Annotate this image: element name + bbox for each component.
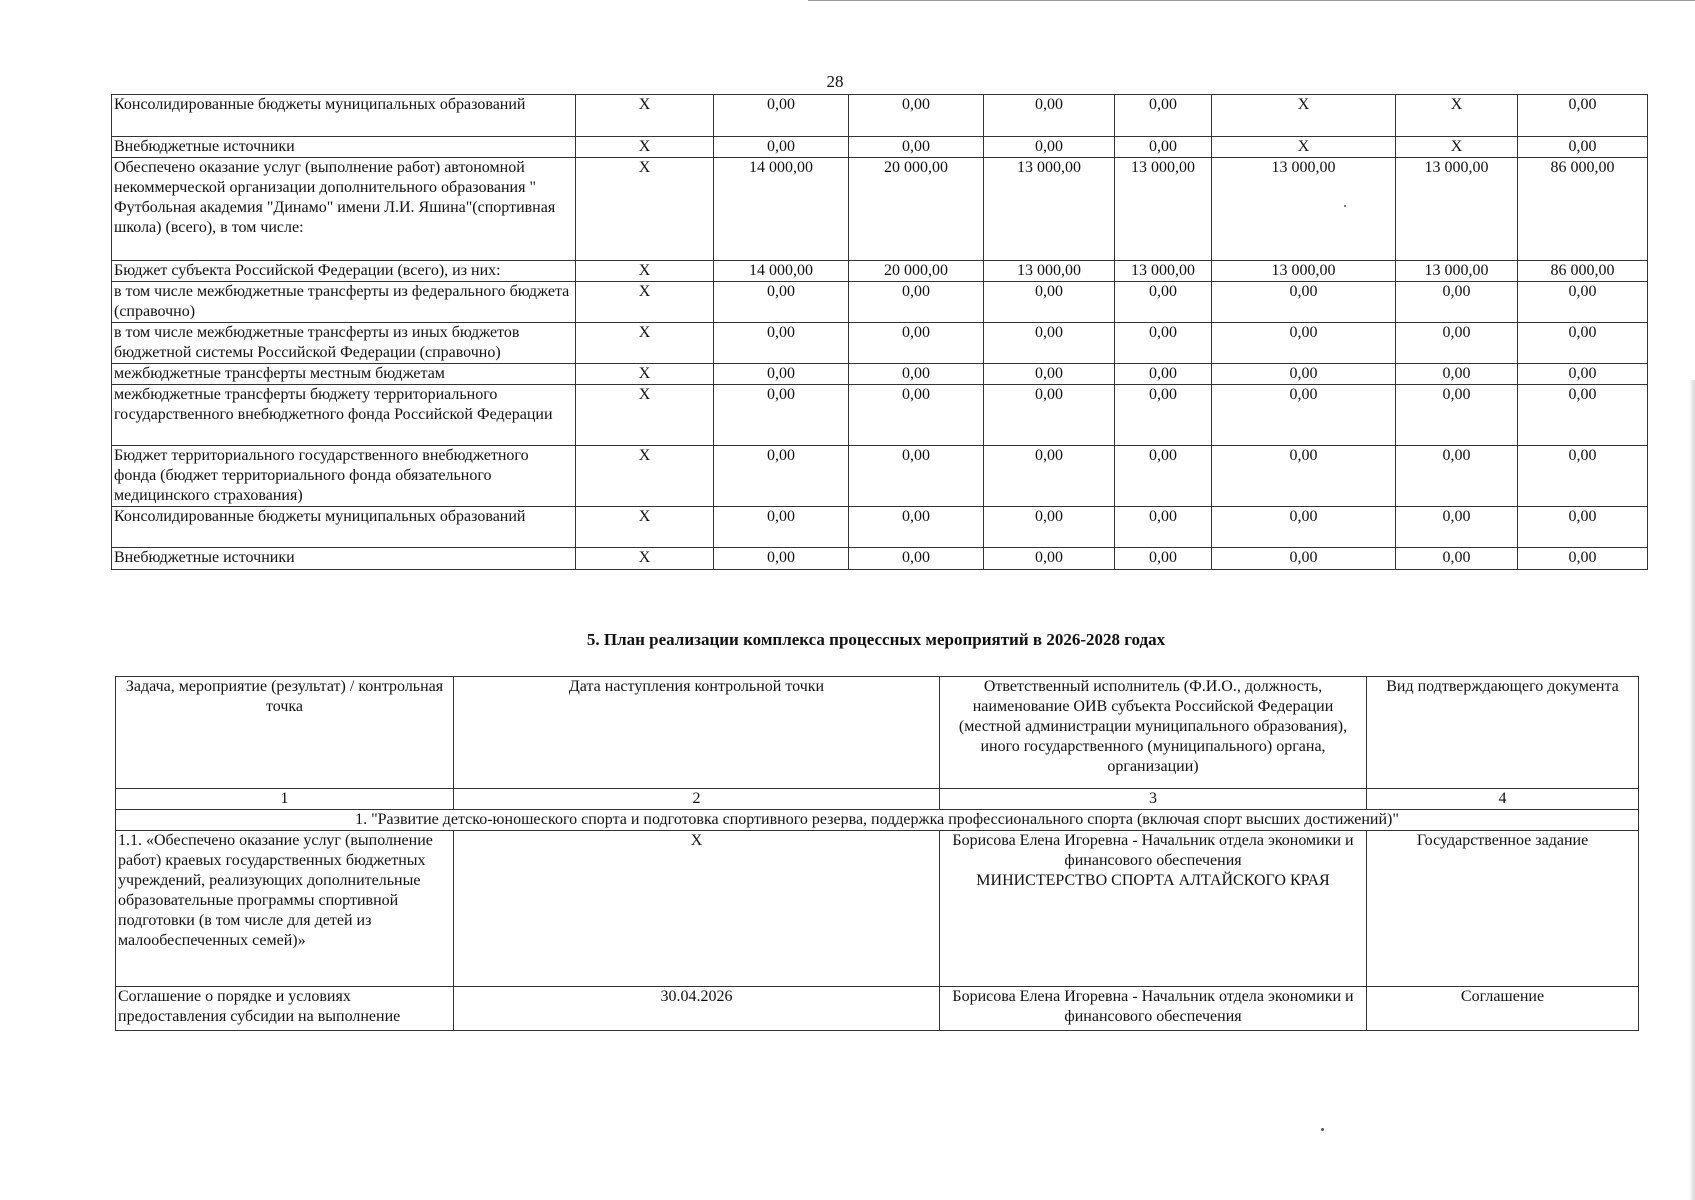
funding-row-value: Х	[1396, 95, 1518, 137]
funding-row-value: 0,00	[1518, 548, 1648, 570]
funding-row-value: 0,00	[1115, 137, 1212, 158]
scan-edge-right	[1689, 380, 1695, 1200]
scan-speck	[1321, 1128, 1324, 1131]
funding-row-value: 14 000,00	[714, 261, 849, 282]
funding-row-value: 0,00	[984, 507, 1115, 548]
scan-edge-top	[808, 0, 1695, 3]
column-number: 2	[454, 789, 940, 810]
funding-row-value: 0,00	[1115, 323, 1212, 364]
funding-row-value: 0,00	[1212, 548, 1396, 570]
funding-row-value: 0,00	[849, 282, 984, 323]
funding-row-label: Обеспечено оказание услуг (выполнение работ) автономной некоммерческой организации дополнительного образования " Футбольная академия "Динамо" имени Л.И. Яшина"(спортивная школа) (всего), в том числе:	[112, 158, 576, 261]
funding-row-value: 0,00	[714, 446, 849, 507]
funding-row-value: 0,00	[1212, 385, 1396, 446]
funding-row-value: 0,00	[849, 446, 984, 507]
plan-row-document: Государственное задание	[1367, 831, 1639, 987]
plan-row-responsible	[940, 987, 1367, 1031]
funding-row-value: 0,00	[1518, 364, 1648, 385]
funding-row-value: Х	[576, 282, 714, 323]
responsible-org: МИНИСТЕРСТВО СПОРТА АЛТАЙСКОГО КРАЯ	[976, 872, 1330, 889]
funding-row-value: 0,00	[1115, 446, 1212, 507]
funding-row-value: 0,00	[714, 282, 849, 323]
funding-row-value: 0,00	[1396, 323, 1518, 364]
funding-row-value: 0,00	[1518, 95, 1648, 137]
responsible-person: Борисова Елена Игоревна - Начальник отдела экономики и финансового обеспечения	[952, 832, 1354, 869]
funding-row-value: 0,00	[1396, 548, 1518, 570]
funding-row-value: 0,00	[849, 323, 984, 364]
funding-row-value: 0,00	[1518, 507, 1648, 548]
funding-row-label: Консолидированные бюджеты муниципальных образований	[112, 507, 576, 548]
plan-table	[115, 676, 1639, 1031]
funding-row-value: Х	[576, 446, 714, 507]
funding-row-label: межбюджетные трансферты бюджету территориального государственного внебюджетного фонда Российской Федерации	[112, 385, 576, 446]
funding-row-value: 0,00	[1518, 137, 1648, 158]
funding-row-value: 13 000,00	[1212, 158, 1396, 261]
funding-row-value: 0,00	[714, 364, 849, 385]
plan-column-numbers-row	[116, 789, 1639, 810]
plan-row	[116, 987, 1639, 1031]
funding-row-value: 0,00	[1396, 446, 1518, 507]
funding-row-value: 0,00	[714, 95, 849, 137]
funding-row-value: 0,00	[849, 548, 984, 570]
funding-row-value: Х	[576, 95, 714, 137]
header-responsible: Ответственный исполнитель (Ф.И.О., должность, наименование ОИВ субъекта Российской Федерации (местной администрации муниципального образования), иного государственного (муниципального) органа, организации)	[940, 677, 1367, 789]
funding-row-value: Х	[576, 507, 714, 548]
funding-row-value: 0,00	[714, 385, 849, 446]
funding-row-label: Бюджет территориального государственного внебюджетного фонда (бюджет территориального фонда обязательного медицинского страхования)	[112, 446, 576, 507]
plan-row-name: Соглашение о порядке и условиях предоставления субсидии на выполнение	[116, 987, 454, 1031]
funding-row	[112, 95, 1648, 137]
plan-task-heading-row	[116, 810, 1639, 831]
funding-row-value: Х	[1396, 137, 1518, 158]
funding-row	[112, 261, 1648, 282]
funding-row-value: 13 000,00	[1396, 158, 1518, 261]
funding-row-value: 0,00	[849, 364, 984, 385]
funding-row-label: в том числе межбюджетные трансферты из федерального бюджета (справочно)	[112, 282, 576, 323]
funding-row-label: Консолидированные бюджеты муниципальных образований	[112, 95, 576, 137]
funding-row-value: Х	[576, 323, 714, 364]
column-number: 3	[940, 789, 1367, 810]
funding-row	[112, 548, 1648, 570]
funding-row-label: Бюджет субъекта Российской Федерации (всего), из них:	[112, 261, 576, 282]
funding-row-value: 0,00	[1212, 364, 1396, 385]
funding-row-value: 86 000,00	[1518, 261, 1648, 282]
funding-table-body	[112, 95, 1648, 570]
funding-row-value: 13 000,00	[984, 261, 1115, 282]
funding-row-value: 0,00	[984, 364, 1115, 385]
header-document: Вид подтверждающего документа	[1367, 677, 1639, 789]
page-number: 28	[826, 72, 844, 91]
funding-row-value: 0,00	[714, 323, 849, 364]
plan-row	[116, 831, 1639, 987]
scan-speck	[1344, 205, 1346, 207]
funding-row	[112, 364, 1648, 385]
section-title: 5. План реализации комплекса процессных мероприятий в 2026-2028 годах	[586, 630, 1166, 649]
funding-row	[112, 282, 1648, 323]
funding-row-value: 0,00	[984, 95, 1115, 137]
plan-row-document: Соглашение	[1367, 987, 1639, 1031]
funding-row-value: Х	[576, 137, 714, 158]
funding-row-value: 0,00	[849, 507, 984, 548]
funding-row	[112, 137, 1648, 158]
funding-row-value: 0,00	[1115, 282, 1212, 323]
funding-row-value: Х	[576, 158, 714, 261]
header-date: Дата наступления контрольной точки	[454, 677, 940, 789]
funding-row	[112, 385, 1648, 446]
funding-row-value: 0,00	[714, 137, 849, 158]
funding-row-value: 0,00	[714, 507, 849, 548]
funding-row-value: 0,00	[984, 323, 1115, 364]
responsible-person: Борисова Елена Игоревна - Начальник отдела экономики и финансового обеспечения	[952, 988, 1354, 1025]
funding-row-value: Х	[576, 261, 714, 282]
funding-row-value: 0,00	[1115, 507, 1212, 548]
funding-row-value: 0,00	[1518, 282, 1648, 323]
plan-row-name: 1.1. «Обеспечено оказание услуг (выполнение работ) краевых государственных бюджетных учреждений, реализующих дополнительные образовательные программы спортивной подготовки (в том числе для детей из малообеспеченных семей)»	[116, 831, 454, 987]
funding-table	[111, 94, 1648, 570]
funding-row-label: в том числе межбюджетные трансферты из иных бюджетов бюджетной системы Российской Федерации (справочно)	[112, 323, 576, 364]
funding-row	[112, 323, 1648, 364]
funding-row-value: 0,00	[849, 95, 984, 137]
plan-row-responsible	[940, 831, 1367, 987]
funding-row-value: 0,00	[984, 137, 1115, 158]
funding-row-value: 13 000,00	[1212, 261, 1396, 282]
funding-row-value: 13 000,00	[1115, 158, 1212, 261]
header-task: Задача, мероприятие (результат) / контрольная точка	[116, 677, 454, 789]
funding-row-value: 0,00	[1518, 385, 1648, 446]
funding-row-value: Х	[576, 385, 714, 446]
funding-row	[112, 446, 1648, 507]
funding-row-value: 0,00	[1518, 446, 1648, 507]
funding-row-label: Внебюджетные источники	[112, 137, 576, 158]
funding-row-value: 0,00	[1115, 95, 1212, 137]
funding-row-label: Внебюджетные источники	[112, 548, 576, 570]
funding-row-value: 20 000,00	[849, 158, 984, 261]
plan-row-date: 30.04.2026	[454, 987, 940, 1031]
funding-row-value: 0,00	[1212, 446, 1396, 507]
funding-row	[112, 158, 1648, 261]
funding-row-value: 0,00	[849, 385, 984, 446]
funding-row-value: 13 000,00	[1115, 261, 1212, 282]
funding-row-value: 0,00	[714, 548, 849, 570]
funding-row-value: Х	[1212, 137, 1396, 158]
funding-row-value: Х	[576, 364, 714, 385]
funding-row-value: 0,00	[984, 282, 1115, 323]
funding-row-value: 20 000,00	[849, 261, 984, 282]
plan-header-row	[116, 677, 1639, 789]
funding-row-value: 0,00	[1518, 323, 1648, 364]
funding-row-value: 0,00	[1396, 364, 1518, 385]
funding-row-value: 14 000,00	[714, 158, 849, 261]
funding-row-value: 0,00	[1115, 548, 1212, 570]
funding-row-value: 0,00	[1212, 282, 1396, 323]
funding-row-value: 0,00	[984, 385, 1115, 446]
funding-row-value: 0,00	[1212, 507, 1396, 548]
task-heading: 1. "Развитие детско-юношеского спорта и подготовка спортивного резерва, поддержка профессионального спорта (включая спорт высших достижений)"	[116, 810, 1639, 831]
funding-row-value: 86 000,00	[1518, 158, 1648, 261]
column-number: 4	[1367, 789, 1639, 810]
funding-row-value: 13 000,00	[1396, 261, 1518, 282]
plan-row-date: Х	[454, 831, 940, 987]
funding-row	[112, 507, 1648, 548]
funding-row-value: 0,00	[1115, 364, 1212, 385]
funding-row-label: межбюджетные трансферты местным бюджетам	[112, 364, 576, 385]
funding-row-value: 0,00	[1396, 282, 1518, 323]
funding-row-value: 0,00	[1396, 507, 1518, 548]
funding-row-value: 0,00	[849, 137, 984, 158]
funding-row-value: Х	[576, 548, 714, 570]
column-number: 1	[116, 789, 454, 810]
funding-row-value: Х	[1212, 95, 1396, 137]
funding-row-value: 0,00	[1396, 385, 1518, 446]
funding-row-value: 13 000,00	[984, 158, 1115, 261]
funding-row-value: 0,00	[1115, 385, 1212, 446]
funding-row-value: 0,00	[1212, 323, 1396, 364]
funding-row-value: 0,00	[984, 446, 1115, 507]
funding-row-value: 0,00	[984, 548, 1115, 570]
